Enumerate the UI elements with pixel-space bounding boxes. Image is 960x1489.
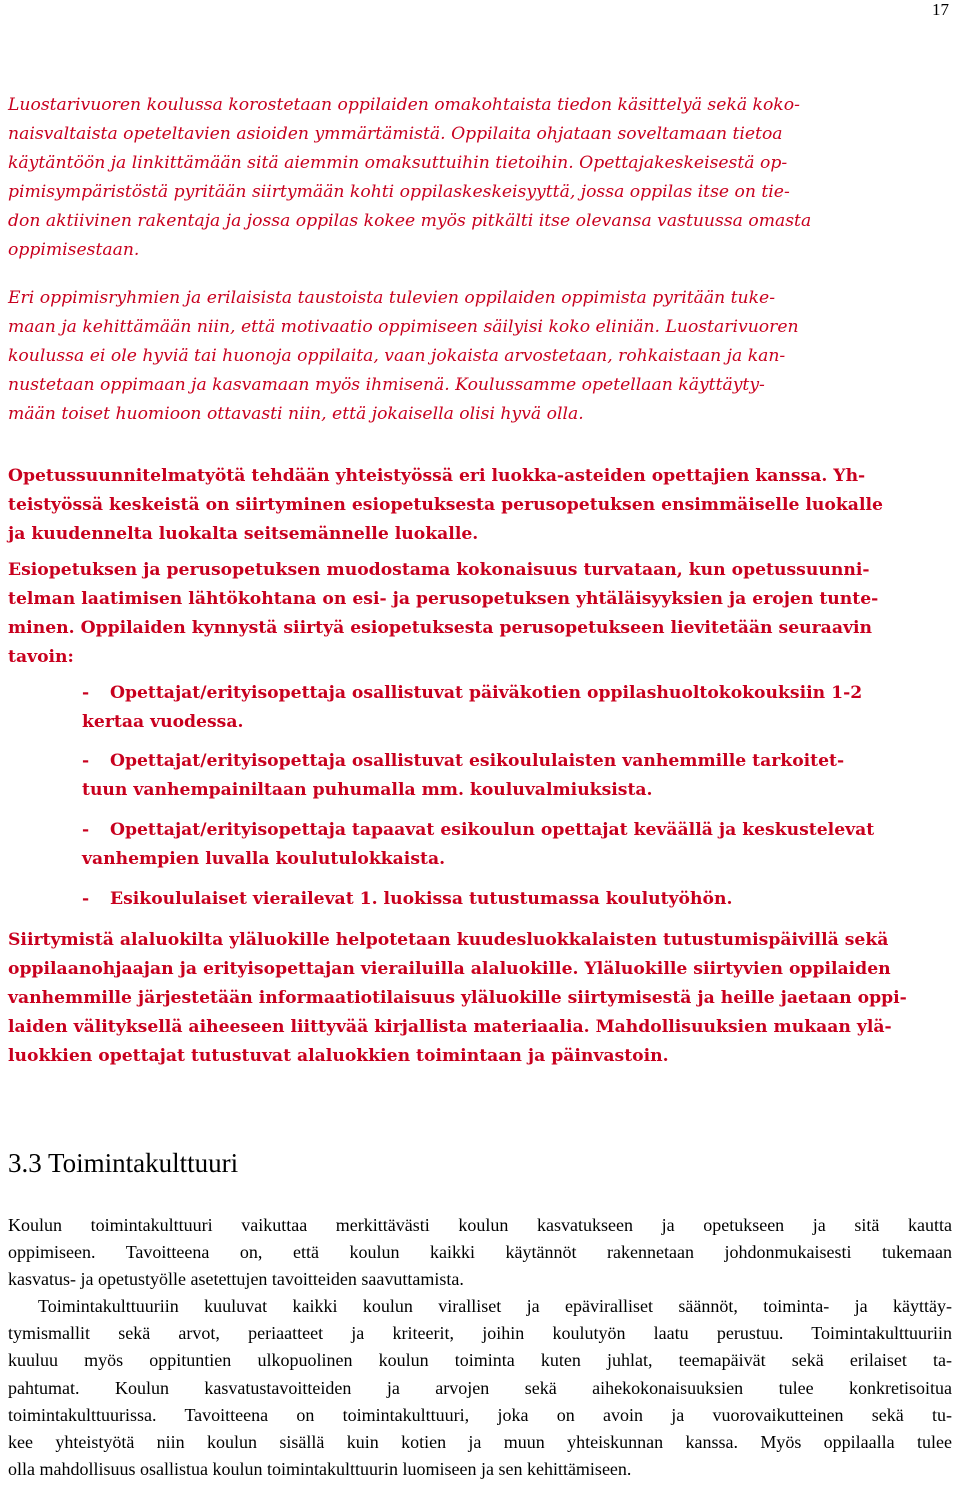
text-line: toimintakulttuurissa. Tavoitteena on toimintakulttuuri, joka on avoin ja vuorovaikutteinen sekä tu- [8, 1404, 952, 1425]
text-line: kee yhteistyötä niin koulun sisällä kuin kotien ja muun yhteiskunnan kanssa. Myös oppilaalla tulee [8, 1432, 952, 1453]
list-item [82, 747, 952, 805]
list-item [82, 679, 952, 737]
text-line: pahtumat. Koulun kasvatustavoitteiden ja arvojen sekä aihekokonaisuuksien tulee konkretisoitua [8, 1377, 952, 1398]
text-line: Toimintakulttuuriin kuuluvat kaikki koulun viralliset ja epäviralliset säännöt, toiminta- ja käyttäy- [38, 1296, 952, 1316]
list-item [82, 885, 952, 914]
list-item-text: Opettajat/erityisopettaja osallistuvat esikoululaisten vanhemmille tarkoitet- [110, 751, 845, 771]
text-line: ja kuudennelta luokalta seitsemännelle luokalle. [8, 524, 479, 544]
paragraph-culture-details [8, 1293, 952, 1483]
paragraph-preschool-transition [8, 556, 952, 672]
text-line: Siirtymistä alaluokilta yläluokille helpotetaan kuudesluokkalaisten tutustumispäivillä sekä [8, 930, 889, 950]
text-line: vanhemmille järjestetään informaatiotilaisuus yläluokille siirtymisestä ja heille jaetaan oppi- [8, 988, 907, 1008]
page-number: 17 [932, 0, 949, 19]
text-line: kasvatus- ja opetustyölle asetettujen tavoitteiden saavuttamista. [8, 1269, 464, 1290]
text-line: maan ja kehittämään niin, että motivaatio oppimiseen säilyisi koko eliniän. Luostarivuoren [8, 317, 799, 337]
text-line: Koulun toimintakulttuuri vaikuttaa merkittävästi koulun kasvatukseen ja opetukseen ja sitä kautta [8, 1215, 952, 1235]
list-dash: - [82, 683, 90, 703]
list-item [82, 816, 952, 874]
text-line: koulussa ei ole hyviä tai huonoja oppilaita, vaan jokaista arvostetaan, rohkaistaan ja kan- [8, 346, 786, 366]
text-line: oppimisestaan. [8, 240, 140, 260]
paragraph-culture-intro [8, 1212, 952, 1294]
text-line: Esiopetuksen ja perusopetuksen muodostama kokonaisuus turvataan, kun opetussuunni- [8, 560, 870, 580]
list-item-text: vanhempien luvalla koulutulokkaista. [82, 849, 446, 869]
list-dash: - [82, 820, 90, 840]
text-line: kuuluu myös oppituntien ulkopuolinen koulun toiminta kuten juhlat, teemapäivät sekä erilaiset ta- [8, 1350, 952, 1371]
list-item-text: Esikoululaiset vierailevat 1. luokissa tutustumassa koulutyöhön. [110, 889, 733, 909]
paragraph-learning-approach [8, 91, 952, 265]
list-item-text: Opettajat/erityisopettaja tapaavat esikoulun opettajat keväällä ja keskustelevat [110, 820, 875, 840]
text-line: nustetaan oppimaan ja kasvamaan myös ihmisenä. Koulussamme opetellaan käyttäyty- [8, 375, 765, 395]
paragraph-upper-school-transition [8, 926, 952, 1071]
text-line: teistyössä keskeistä on siirtyminen esiopetuksesta perusopetuksen ensimmäiselle luokalle [8, 495, 883, 515]
text-line: Opetussuunnitelmatyötä tehdään yhteistyössä eri luokka-asteiden opettajien kanssa. Yh- [8, 466, 866, 486]
text-line: Luostarivuoren koulussa korostetaan oppilaiden omakohtaista tiedon käsittelyä sekä koko- [8, 95, 800, 115]
text-line: luokkien opettajat tutustuvat alaluokkien toimintaan ja päinvastoin. [8, 1046, 669, 1066]
text-line: minen. Oppilaiden kynnystä siirtyä esiopetuksesta perusopetukseen lievitetään seuraavin [8, 618, 872, 638]
paragraph-learning-groups [8, 284, 952, 429]
list-dash: - [82, 751, 90, 771]
list-dash: - [82, 889, 90, 909]
text-line: tymismallit sekä arvot, periaatteet ja kriteerit, joihin koulutyön laatu perustuu. Toimintakulttuuriin [8, 1323, 952, 1344]
text-line: oppilaanohjaajan ja erityisopettajan vierailuilla alaluokille. Yläluokille siirtyvien oppilaiden [8, 959, 891, 979]
list-item-text: Opettajat/erityisopettaja osallistuvat päiväkotien oppilashuoltokokouksiin 1-2 [110, 683, 863, 703]
text-line: don aktiivinen rakentaja ja jossa oppilas kokee myös pitkälti itse olevansa vastuussa omasta [8, 211, 812, 231]
text-line: telman laatimisen lähtökohtana on esi- ja perusopetuksen yhtäläisyyksien ja erojen tunte- [8, 589, 879, 609]
list-item-text: kertaa vuodessa. [82, 712, 244, 732]
text-line: oppimiseen. Tavoitteena on, että koulun kaikki käytännöt rakennetaan johdonmukaisesti tukemaan [8, 1242, 952, 1263]
text-line: naisvaltaista opeteltavien asioiden ymmärtämistä. Oppilaita ohjataan soveltamaan tietoa [8, 124, 783, 144]
text-line: tavoin: [8, 647, 74, 667]
text-line: käytäntöön ja linkittämään sitä aiemmin omaksuttuihin tietoihin. Opettajakeskeisestä op- [8, 153, 788, 173]
paragraph-curriculum-cooperation [8, 462, 952, 549]
text-line: pimisympäristöstä pyritään siirtymään kohti oppilaskeskeisyyttä, jossa oppilas itse on tie- [8, 182, 790, 202]
text-line: mään toiset huomioon ottavasti niin, että jokaisella olisi hyvä olla. [8, 404, 584, 424]
section-heading: 3.3 Toimintakulttuuri [8, 1148, 239, 1178]
text-line: olla mahdollisuus osallistua koulun toimintakulttuurin luomiseen ja sen kehittämiseen. [8, 1459, 632, 1480]
list-item-text: tuun vanhempainiltaan puhumalla mm. kouluvalmiuksista. [82, 780, 653, 800]
text-line: Eri oppimisryhmien ja erilaisista taustoista tulevien oppilaiden oppimista pyritään tuke- [8, 288, 776, 308]
text-line: laiden välityksellä aiheeseen liittyvää kirjallista materiaalia. Mahdollisuuksien mukaan ylä- [8, 1017, 892, 1037]
